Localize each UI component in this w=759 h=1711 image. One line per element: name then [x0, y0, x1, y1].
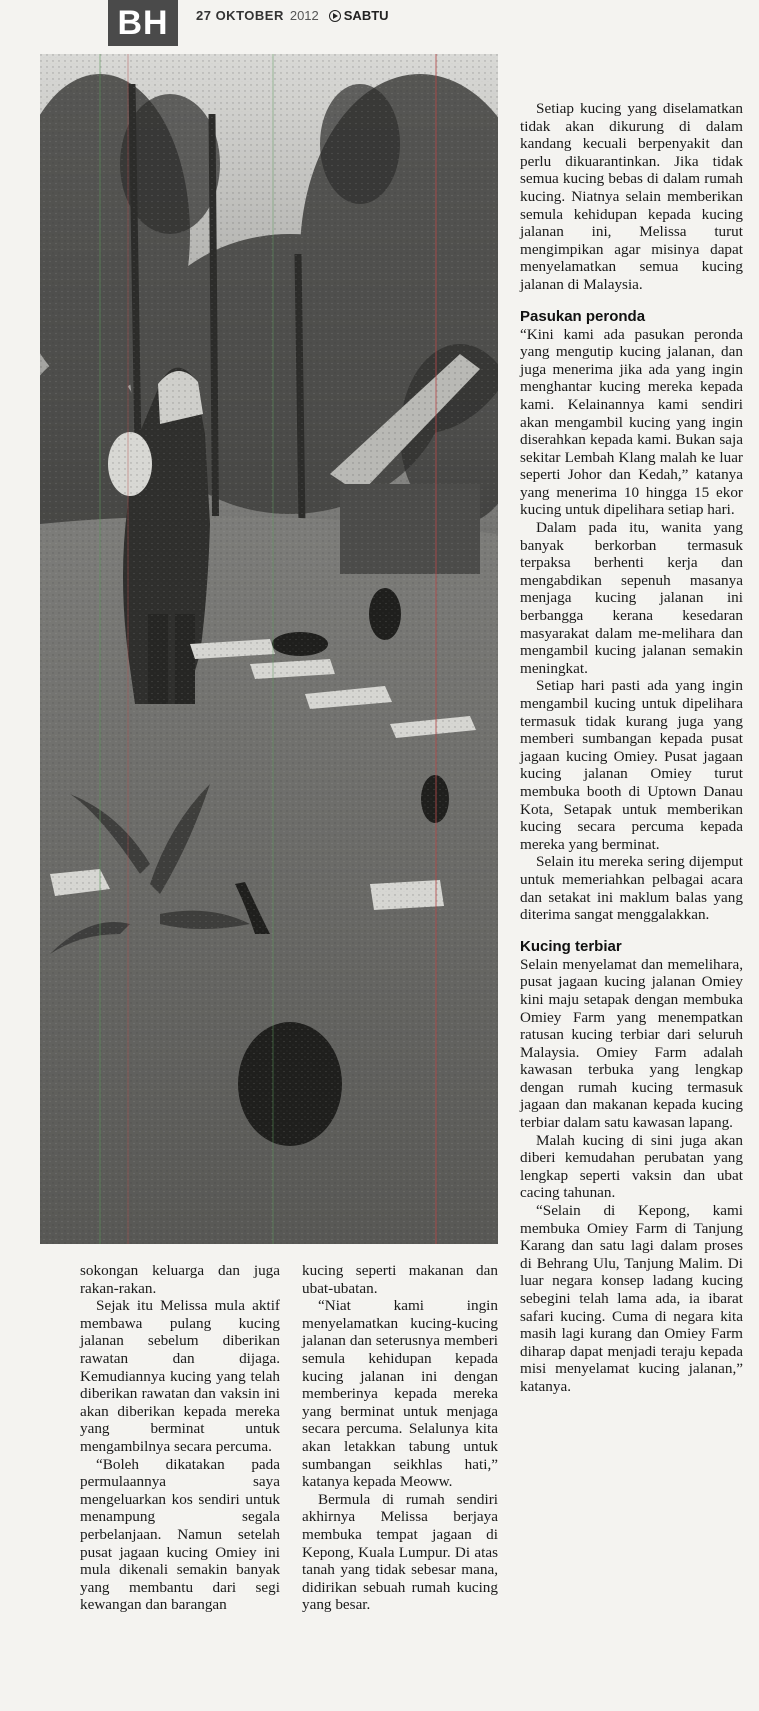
- article-column-bottom-middle: [302, 1262, 498, 1614]
- paragraph: Setiap hari pasti ada yang ingin mengambil kucing untuk dipelihara termasuk tidak kurang juga yang memberi sumbangan kepada pusat jagaan kucing Omiey. Pusat jagaan kucing jalanan Omiey turut membuka booth di Uptown Danau Kota, Setapak untuk memberikan kucing secara percuma kepada mereka yang berminat.: [520, 677, 743, 853]
- paragraph: sokongan keluarga dan juga rakan-rakan.: [80, 1262, 280, 1297]
- paragraph: Selain itu mereka sering dijemput untuk memeriahkan pelbagai acara dan setakat ini maklum balas yang diterima sangat menggalakkan.: [520, 853, 743, 924]
- subheading: Pasukan peronda: [520, 307, 646, 325]
- newspaper-logo: BH: [108, 0, 178, 46]
- paragraph: kucing seperti makanan dan ubat-ubatan.: [302, 1262, 498, 1297]
- paragraph: Selain menyelamat dan memelihara, pusat jagaan kucing jalanan Omiey kini maju setapak dengan membuka Omiey Farm yang menempatkan ratusan kucing terbiar dari seluruh Malaysia. Omiey Farm adalah kawasan terbuka yang lengkap dengan rumah kucing termasuk jagaan dan makanan kepada kucing terbiar dalam satu kawasan lapang.: [520, 955, 743, 1132]
- play-circle-icon: [329, 10, 341, 22]
- paragraph: “Boleh dikatakan pada permulaannya saya mengeluarkan kos sendiri untuk menampung segala perbelanjaan. Namun setelah pusat jagaan kucing Omiey ini mula dikenali semakin banyak yang membantu dari segi kewangan dan barangan: [80, 1455, 280, 1614]
- paragraph: Bermula di rumah sendiri akhirnya Melissa berjaya membuka tempat jagaan di Kepong, Kuala Lumpur. Di atas tanah yang tidak sebesar mana, didirikan sebuah rumah kucing yang besar.: [302, 1490, 498, 1614]
- paragraph: Dalam pada itu, wanita yang banyak berkorban termasuk terpaksa berhenti kerja dan mengabdikan sepenuh masanya menjaga kucing jalanan ini berbangga kerana kesedaran masyarakat dalam me-melihara dan mengambil kucing jalanan semakin meningkat.: [520, 519, 743, 677]
- date-text: 27 OKTOBER: [196, 8, 284, 23]
- day-text: SABTU: [343, 8, 389, 23]
- article-photo: [40, 54, 498, 1244]
- article-column-bottom-left: [80, 1262, 280, 1614]
- article-column-right: [520, 100, 743, 1396]
- paragraph: “Niat kami ingin menyelamatkan kucing-kucing jalanan dan seterusnya memberi semula kehidupan kepada kucing jalanan ini dengan memberinya kepada mereka yang berminat untuk menjaga secara percuma. Selalunya kita akan letakkan tabung untuk sumbangan seikhlas hati,” katanya kepada Meoww.: [302, 1297, 498, 1491]
- paragraph: Sejak itu Melissa mula aktif membawa pulang kucing jalanan sebelum diberikan rawatan dan dijaga. Kemudiannya kucing yang telah diberikan rawatan dan vaksin ini akan diberikan kepada mereka yang berminat untuk mengambilnya secara percuma.: [80, 1297, 280, 1455]
- paragraph: Setiap kucing yang diselamatkan tidak akan dikurung di dalam kandang kecuali berpenyakit dan perlu dikuarantinkan. Jika tidak semua kucing bebas di dalam rumah kucing. Niatnya selain memberikan semula kehidupan kepada kucing jalanan ini, Melissa turut mengimpikan agar misinya dapat menyelamatkan semua kucing jalanan di Malaysia.: [520, 100, 743, 293]
- subheading: Kucing terbiar: [520, 937, 622, 955]
- masthead: [0, 0, 759, 48]
- paragraph: “Selain di Kepong, kami membuka Omiey Farm di Tanjung Karang dan satu lagi dalam proses di Behrang Ulu, Tanjung Malim. Di luar negara konsep ladang kucing sebegini telah lama ada, ia ibarat safari kucing. Cuma di negara kita masih lagi kurang dan Omiey Farm diharap dapat menjadi teraju kepada misi menyelamat kucing jalanan,” katanya.: [520, 1202, 743, 1395]
- year-text: 2012: [289, 8, 319, 23]
- paragraph: Malah kucing di sini juga akan diberi kemudahan perubatan yang lengkap seperti vaksin dan ubat cacing tahunan.: [520, 1131, 743, 1202]
- paragraph: “Kini kami ada pasukan peronda yang mengutip kucing jalanan, dan juga menerima jika ada yang ingin menghantar kucing mereka kepada kami. Kelainannya kami sendiri akan mengambil kucing yang ingin diserahkan kepada kami. Bukan saja sekitar Lembah Klang malah ke luar seperti Johor dan Kedah,” katanya yang menerima 10 hingga 15 ekor kucing untuk dipelihara setiap hari.: [520, 325, 743, 519]
- dateline: [196, 8, 389, 23]
